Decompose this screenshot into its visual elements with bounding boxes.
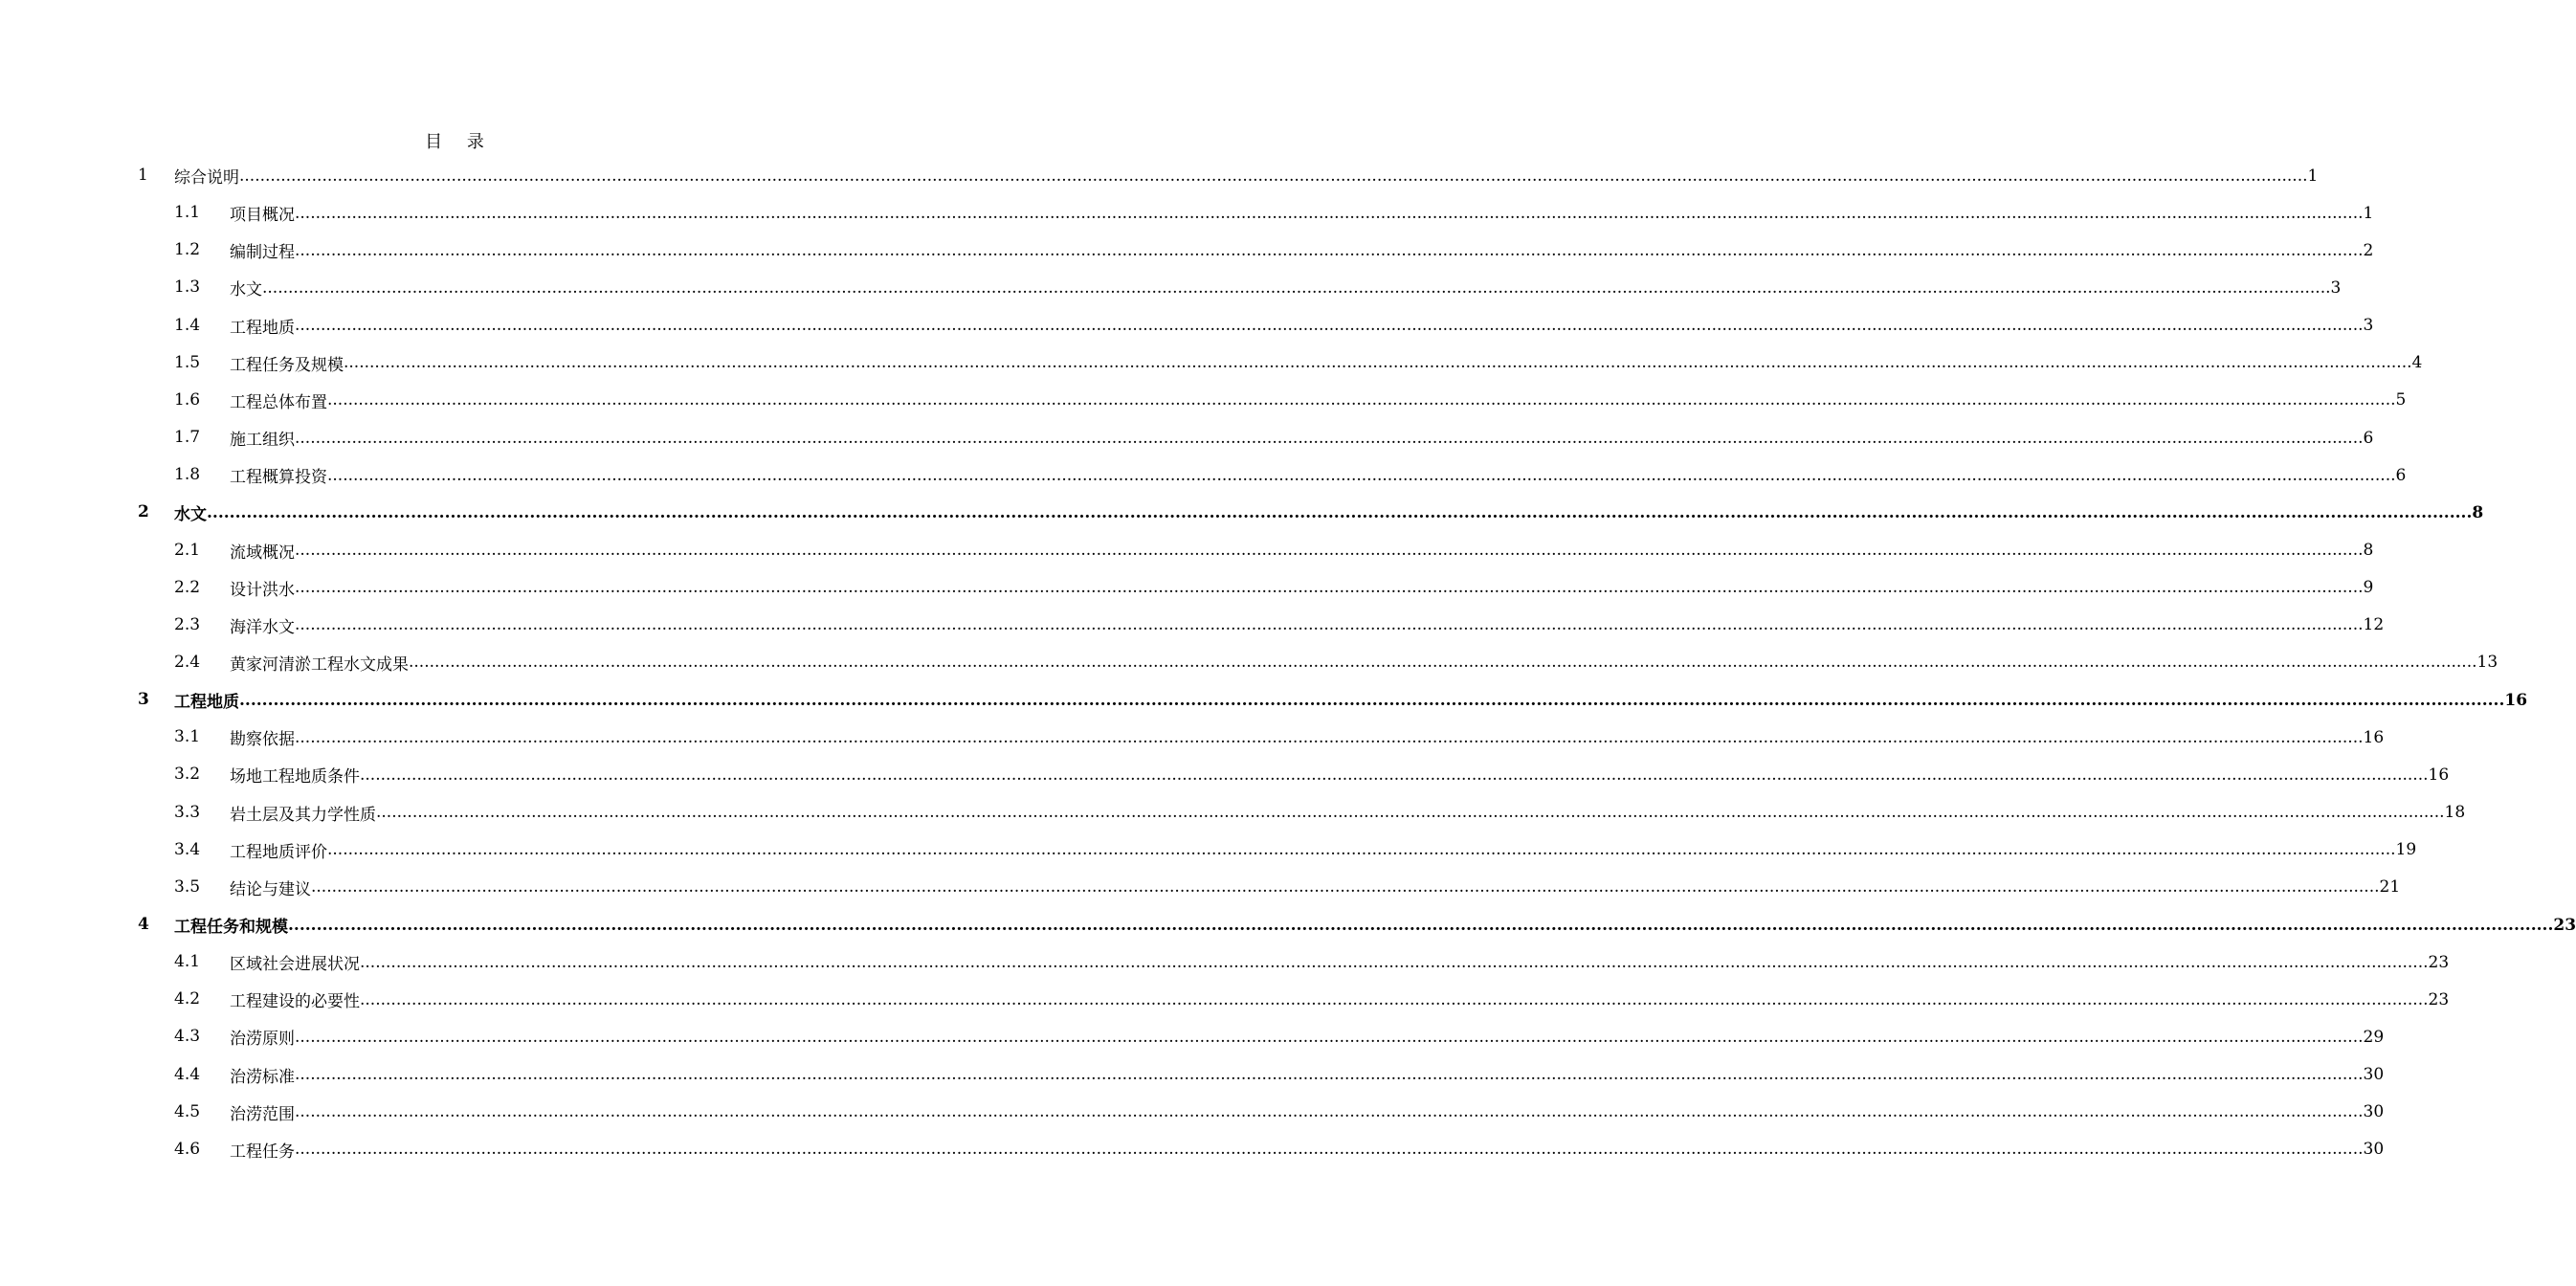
toc-entry-page: 5 xyxy=(2395,390,2407,410)
toc-leader-dots: ................................................................................................................................................................................................................................................................................................................................................................................................................ xyxy=(295,1027,2364,1047)
toc-entry-page: 16 xyxy=(2428,765,2450,785)
toc-leader-dots: ................................................................................................................................................................................................................................................................................................................................................................................................................ xyxy=(262,277,2331,298)
toc-entry-page: 30 xyxy=(2363,1140,2385,1160)
toc-entry-number: 1.2 xyxy=(174,240,201,260)
toc-entry-body xyxy=(174,157,2319,194)
toc-entry-page: 19 xyxy=(2395,840,2417,860)
toc-entry[interactable] xyxy=(0,906,2576,943)
toc-entry-page: 30 xyxy=(2363,1065,2385,1085)
toc-entry-body xyxy=(230,1131,2385,1168)
toc-entry-number: 2.1 xyxy=(174,540,201,560)
toc-entry[interactable] xyxy=(0,232,2374,269)
toc-entry-page: 2 xyxy=(2363,240,2374,260)
toc-entry-page: 4 xyxy=(2411,353,2423,373)
toc-entry-label: 工程任务及规模 xyxy=(230,355,344,375)
toc-entry-page: 3 xyxy=(2330,277,2342,298)
toc-entry-body xyxy=(230,981,2450,1018)
toc-entry[interactable] xyxy=(0,532,2374,569)
toc-entry[interactable] xyxy=(0,419,2374,456)
toc-entry-body xyxy=(230,644,2498,681)
toc-leader-dots: ................................................................................................................................................................................................................................................................................................................................................................................................................ xyxy=(295,316,2364,336)
toc-entry-number: 4.6 xyxy=(174,1139,201,1159)
toc-entry-label: 治涝范围 xyxy=(230,1104,295,1124)
toc-entry[interactable] xyxy=(0,157,2319,194)
toc-entry-number: 4.4 xyxy=(174,1064,201,1084)
toc-entry-label: 工程概算投资 xyxy=(230,468,327,488)
toc-entry-number: 4.2 xyxy=(174,989,201,1009)
toc-entry-number: 2.4 xyxy=(174,652,201,672)
toc-entry-label: 工程总体布置 xyxy=(230,392,327,412)
toc-entry-body xyxy=(230,569,2374,607)
toc-entry[interactable] xyxy=(0,719,2385,756)
toc-entry-page: 30 xyxy=(2363,1102,2385,1122)
toc-entry-label: 区域社会进展状况 xyxy=(230,955,360,975)
toc-entry-label: 编制过程 xyxy=(230,243,295,263)
toc-entry-page: 6 xyxy=(2395,465,2407,485)
toc-entry[interactable] xyxy=(0,382,2407,419)
toc-entry-number: 4 xyxy=(138,915,149,934)
toc-entry-body xyxy=(230,344,2423,382)
toc-leader-dots: ................................................................................................................................................................................................................................................................................................................................................................................................................ xyxy=(207,502,2473,522)
toc-entry-label: 治涝原则 xyxy=(230,1030,295,1050)
toc-leader-dots: ................................................................................................................................................................................................................................................................................................................................................................................................................ xyxy=(344,353,2412,373)
toc-entry[interactable] xyxy=(0,644,2498,681)
toc-entry-number: 1.7 xyxy=(174,428,201,448)
toc-entry-body xyxy=(230,1056,2385,1094)
toc-entry-body xyxy=(174,494,2484,531)
toc-entry-page: 18 xyxy=(2444,803,2466,823)
toc-entry-label: 工程地质评价 xyxy=(230,842,327,862)
toc-entry-number: 3 xyxy=(138,690,149,710)
toc-leader-dots: ................................................................................................................................................................................................................................................................................................................................................................................................................ xyxy=(288,915,2554,935)
toc-entry-number: 2.2 xyxy=(174,577,201,597)
toc-entry-number: 1.3 xyxy=(174,277,201,298)
toc-leader-dots: ................................................................................................................................................................................................................................................................................................................................................................................................................ xyxy=(295,1065,2364,1085)
toc-entry[interactable] xyxy=(0,269,2342,306)
toc-entry-body xyxy=(174,906,2576,943)
toc-entry-label: 场地工程地质条件 xyxy=(230,767,360,787)
toc-entry-number: 4.3 xyxy=(174,1027,201,1047)
toc-entry-label: 工程任务 xyxy=(230,1142,295,1162)
toc-entry[interactable] xyxy=(0,1094,2385,1131)
toc-leader-dots: ................................................................................................................................................................................................................................................................................................................................................................................................................ xyxy=(239,690,2505,710)
toc-entry[interactable] xyxy=(0,831,2417,869)
toc-entry-label: 工程任务和规模 xyxy=(174,918,288,937)
toc-entry-label: 勘察依据 xyxy=(230,730,295,750)
toc-entry-label: 水文 xyxy=(174,505,207,525)
toc-entry-label: 海洋水文 xyxy=(230,617,295,637)
toc-entry-body xyxy=(230,456,2407,494)
toc-entry-body xyxy=(230,869,2401,906)
toc-entry[interactable] xyxy=(0,1018,2385,1055)
toc-entry-page: 8 xyxy=(2363,541,2374,560)
toc-entry-label: 设计洪水 xyxy=(230,580,295,600)
toc-entry-label: 项目概况 xyxy=(230,206,295,226)
toc-leader-dots: ................................................................................................................................................................................................................................................................................................................................................................................................................ xyxy=(327,840,2396,860)
toc-leader-dots: ................................................................................................................................................................................................................................................................................................................................................................................................................ xyxy=(295,203,2364,223)
toc-entry-body xyxy=(230,607,2385,644)
toc-entry-number: 3.1 xyxy=(174,727,201,747)
toc-entry-number: 1.6 xyxy=(174,389,201,410)
toc-leader-dots: ................................................................................................................................................................................................................................................................................................................................................................................................................ xyxy=(409,653,2477,673)
toc-entry-number: 1.4 xyxy=(174,315,201,335)
toc-entry-body xyxy=(230,194,2374,232)
toc-entry-body xyxy=(230,532,2374,569)
toc-entry-number: 3.5 xyxy=(174,876,201,897)
toc-entry-page: 1 xyxy=(2307,166,2319,186)
toc-leader-dots: ................................................................................................................................................................................................................................................................................................................................................................................................................ xyxy=(327,465,2396,485)
toc-leader-dots: ................................................................................................................................................................................................................................................................................................................................................................................................................ xyxy=(239,166,2308,186)
toc-entry-body xyxy=(230,419,2374,456)
toc-entry-label: 工程地质 xyxy=(230,318,295,338)
toc-entry-number: 3.2 xyxy=(174,765,201,785)
toc-entry-number: 2 xyxy=(138,502,149,522)
toc-leader-dots: ................................................................................................................................................................................................................................................................................................................................................................................................................ xyxy=(360,989,2429,1009)
toc-entry-number: 4.1 xyxy=(174,952,201,972)
toc-entry-label: 水文 xyxy=(230,280,262,300)
toc-entry-page: 23 xyxy=(2553,915,2576,935)
toc-leader-dots: ................................................................................................................................................................................................................................................................................................................................................................................................................ xyxy=(376,803,2445,823)
toc-entry[interactable] xyxy=(0,494,2484,531)
toc-entry[interactable] xyxy=(0,869,2401,906)
toc-entry[interactable] xyxy=(0,681,2528,719)
toc-entry-body xyxy=(230,756,2450,793)
toc-entry-label: 岩土层及其力学性质 xyxy=(230,805,376,825)
toc-entry-label: 工程地质 xyxy=(174,693,239,713)
toc-title: 目 录 xyxy=(425,132,494,152)
toc-entry-body xyxy=(230,232,2374,269)
toc-leader-dots: ................................................................................................................................................................................................................................................................................................................................................................................................................ xyxy=(360,952,2429,972)
toc-leader-dots: ................................................................................................................................................................................................................................................................................................................................................................................................................ xyxy=(295,240,2364,260)
toc-leader-dots: ................................................................................................................................................................................................................................................................................................................................................................................................................ xyxy=(295,428,2364,448)
toc-entry[interactable] xyxy=(0,794,2466,831)
toc-leader-dots: ................................................................................................................................................................................................................................................................................................................................................................................................................ xyxy=(295,1102,2364,1122)
toc-entry-label: 结论与建议 xyxy=(230,879,311,899)
toc-entry-number: 3.4 xyxy=(174,839,201,859)
toc-entry-page: 12 xyxy=(2363,615,2385,635)
toc-entry[interactable] xyxy=(0,194,2374,232)
toc-leader-dots: ................................................................................................................................................................................................................................................................................................................................................................................................................ xyxy=(295,1140,2364,1160)
toc-entry-label: 治涝标准 xyxy=(230,1067,295,1087)
toc-entry-body xyxy=(230,719,2385,756)
toc-entry-body xyxy=(230,307,2374,344)
toc-entry-page: 6 xyxy=(2363,428,2374,448)
toc-entry-body xyxy=(230,382,2407,419)
toc-entry-label: 黄家河清淤工程水文成果 xyxy=(230,654,409,675)
toc-entry-page: 23 xyxy=(2428,952,2450,972)
toc-entry[interactable] xyxy=(0,307,2374,344)
toc-entry-body xyxy=(230,794,2466,831)
toc-entry-page: 8 xyxy=(2472,502,2484,522)
toc-leader-dots: ................................................................................................................................................................................................................................................................................................................................................................................................................ xyxy=(295,541,2364,560)
toc-entry-page: 16 xyxy=(2363,727,2385,747)
toc-entry-page: 1 xyxy=(2363,203,2374,223)
toc-leader-dots: ................................................................................................................................................................................................................................................................................................................................................................................................................ xyxy=(327,390,2396,410)
toc-entry[interactable] xyxy=(0,344,2423,382)
toc-entry[interactable] xyxy=(0,756,2450,793)
toc-entry[interactable] xyxy=(0,569,2374,607)
toc-entry-page: 29 xyxy=(2363,1027,2385,1047)
toc-leader-dots: ................................................................................................................................................................................................................................................................................................................................................................................................................ xyxy=(295,578,2364,598)
toc-entry-number: 2.3 xyxy=(174,614,201,634)
toc-entry-label: 工程建设的必要性 xyxy=(230,992,360,1012)
toc-entry-number: 1.8 xyxy=(174,465,201,485)
toc-entry[interactable] xyxy=(0,1131,2385,1168)
toc-entry-page: 9 xyxy=(2363,578,2374,598)
toc-entry-page: 23 xyxy=(2428,989,2450,1009)
toc-entry[interactable] xyxy=(0,981,2450,1018)
toc-leader-dots: ................................................................................................................................................................................................................................................................................................................................................................................................................ xyxy=(295,615,2364,635)
toc-entry-page: 16 xyxy=(2504,690,2528,710)
toc-entry[interactable] xyxy=(0,456,2407,494)
toc-leader-dots: ................................................................................................................................................................................................................................................................................................................................................................................................................ xyxy=(311,877,2380,898)
toc-entry-body xyxy=(230,943,2450,981)
toc-entry-page: 21 xyxy=(2379,877,2401,898)
toc-entry-label: 流域概况 xyxy=(230,543,295,563)
toc-entry[interactable] xyxy=(0,1056,2385,1094)
toc-entry-body xyxy=(230,1094,2385,1131)
toc-entry-body xyxy=(230,1018,2385,1055)
toc-entry[interactable] xyxy=(0,607,2385,644)
toc-entry-label: 综合说明 xyxy=(174,168,239,188)
toc-entry-number: 4.5 xyxy=(174,1101,201,1121)
toc-entry-number: 1.1 xyxy=(174,203,201,223)
toc-entry[interactable] xyxy=(0,943,2450,981)
toc-entry-label: 施工组织 xyxy=(230,431,295,451)
toc-entry-number: 1.5 xyxy=(174,352,201,372)
toc-leader-dots: ................................................................................................................................................................................................................................................................................................................................................................................................................ xyxy=(295,727,2364,747)
toc-entry-number: 1 xyxy=(138,166,148,185)
toc-entry-body xyxy=(230,831,2417,869)
toc-leader-dots: ................................................................................................................................................................................................................................................................................................................................................................................................................ xyxy=(360,765,2429,785)
toc-entry-body xyxy=(230,269,2342,306)
toc-entry-page: 3 xyxy=(2363,316,2374,336)
toc-entry-body xyxy=(174,681,2528,719)
toc-entry-page: 13 xyxy=(2476,653,2498,673)
toc-entry-number: 3.3 xyxy=(174,802,201,822)
